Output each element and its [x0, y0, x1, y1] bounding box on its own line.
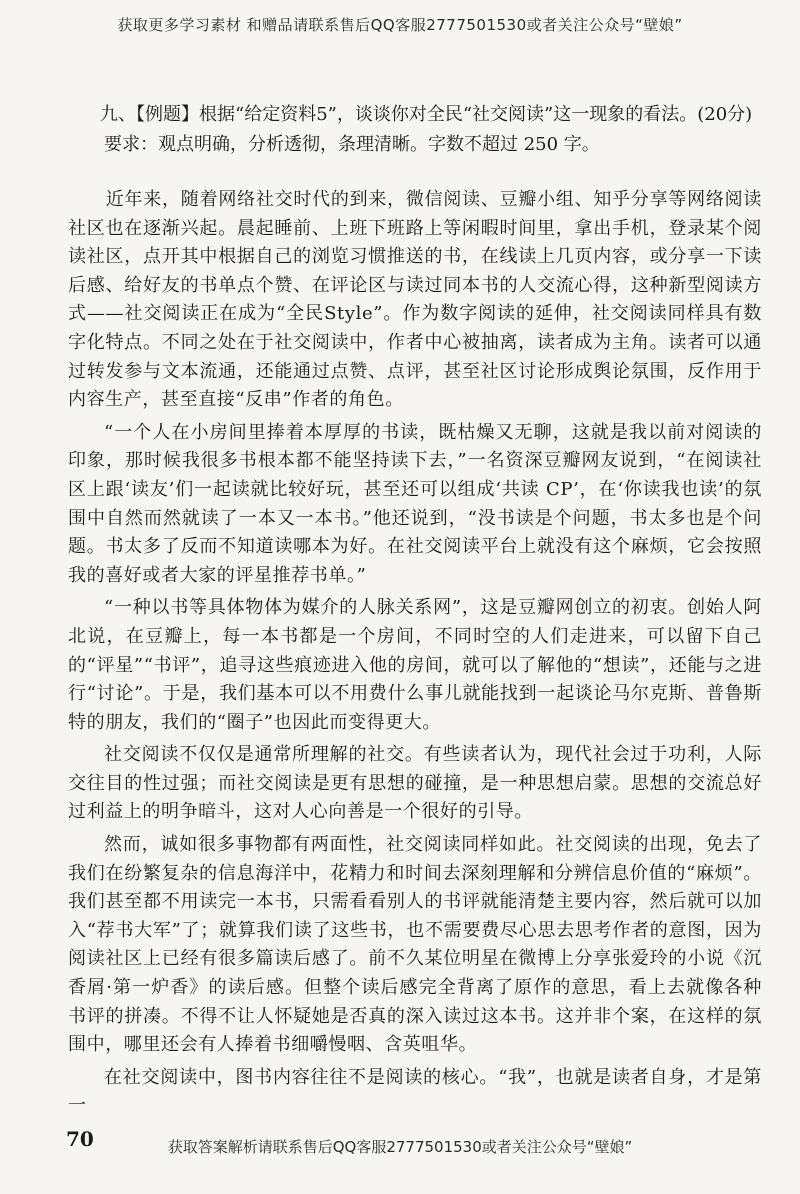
paragraph: “一个人在小房间里捧着本厚厚的书读，既枯燥又无聊，这就是我以前对阅读的印象，那时候我很多书根本都不能坚持读下去，”一名资深豆瓣网友说到，“在阅读社区上跟‘读友’们一起读就比较好玩，甚至还可以组成‘共读 CP’，在‘你读我也读’的氛围中自然而然就读了一本又一本书。”他还说到，“没书读是个问题，书太多也是个问题。书太多了反而不知道读哪本为好。在社交阅读平台上就没有这个麻烦，它会按照我的喜好或者大家的评星推荐书单。” — [68, 421, 762, 586]
header-note: 获取更多学习素材 和赠品请联系售后QQ客服2777501530或者关注公众号“壁娘” — [117, 16, 683, 34]
paragraph: 在社交阅读中，图书内容往往不是阅读的核心。“我”，也就是读者自身，才是第一 — [68, 1066, 762, 1117]
footer-note: 获取答案解析请联系售后QQ客服2777501530或者关注公众号“壁娘” — [167, 1138, 633, 1156]
paragraph: 社交阅读不仅仅是通常所理解的社交。有些读者认为，现代社会过于功利，人际交往目的性过强；而社交阅读是更有思想的碰撞，是一种思想启蒙。思想的交流总好过利益上的明争暗斗，这对人心向善是一个很好的引导。 — [68, 744, 762, 823]
question-title: 九、【例题】根据“给定资料5”，谈谈你对全民“社交阅读”这一现象的看法。(20分) — [100, 104, 753, 125]
paragraph: 近年来，随着网络社交时代的到来，微信阅读、豆瓣小组、知乎分享等网络阅读社区也在逐渐兴起。晨起睡前、上班下班路上等闲暇时间里，拿出手机，登录某个阅读社区，点开其中根据自己的浏览习惯推送的书，在线读上几页内容，或分享一下读后感、给好友的书单点个赞、在评论区与读过同本书的人交流心得，这种新型阅读方式——社交阅读正在成为“全民Style”。作为数字阅读的延伸，社交阅读同样具有数字化特点。不同之处在于社交阅读中，作者中心被抽离，读者成为主角。读者可以通过转发参与文本流通，还能通过点赞、点评，甚至社区讨论形成舆论氛围，反作用于内容生产，甚至直接“反串”作者的角色。 — [68, 189, 762, 411]
question-requirement: 要求：观点明确，分析透彻，条理清晰。字数不超过 250 字。 — [104, 134, 600, 155]
article-body — [68, 186, 762, 1125]
page-number: 70 — [66, 1127, 94, 1151]
paragraph: “一种以书等具体物体为媒介的人脉关系网”，这是豆瓣网创立的初衷。创始人阿北说，在豆瓣上，每一本书都是一个房间，不同时空的人们走进来，可以留下自己的“评星”“书评”，追寻这些痕迹进入他的房间，就可以了解他的“想读”，还能与之进行“讨论”。于是，我们基本可以不用费什么事儿就能找到一起谈论马尔克斯、普鲁斯特的朋友，我们的“圈子”也因此而变得更大。 — [68, 597, 762, 733]
question-block — [100, 100, 760, 160]
paragraph: 然而，诚如很多事物都有两面性，社交阅读同样如此。社交阅读的出现，免去了我们在纷繁复杂的信息海洋中，花精力和时间去深刻理解和分辨信息价值的“麻烦”。我们甚至都不用读完一本书，只需看看别人的书评就能清楚主要内容，然后就可以加入“荐书大军”了；就算我们读了这些书，也不需要费尽心思去思考作者的意图，因为阅读社区上已经有很多篇读后感了。前不久某位明星在微博上分享张爱玲的小说《沉香屑·第一炉香》的读后感。但整个读后感完全背离了原作的意思，看上去就像各种书评的拼凑。不得不让人怀疑她是否真的深入读过这本书。这并非个案，在这样的氛围中，哪里还会有人捧着书细嚼慢咽、含英咀华。 — [68, 834, 762, 1056]
